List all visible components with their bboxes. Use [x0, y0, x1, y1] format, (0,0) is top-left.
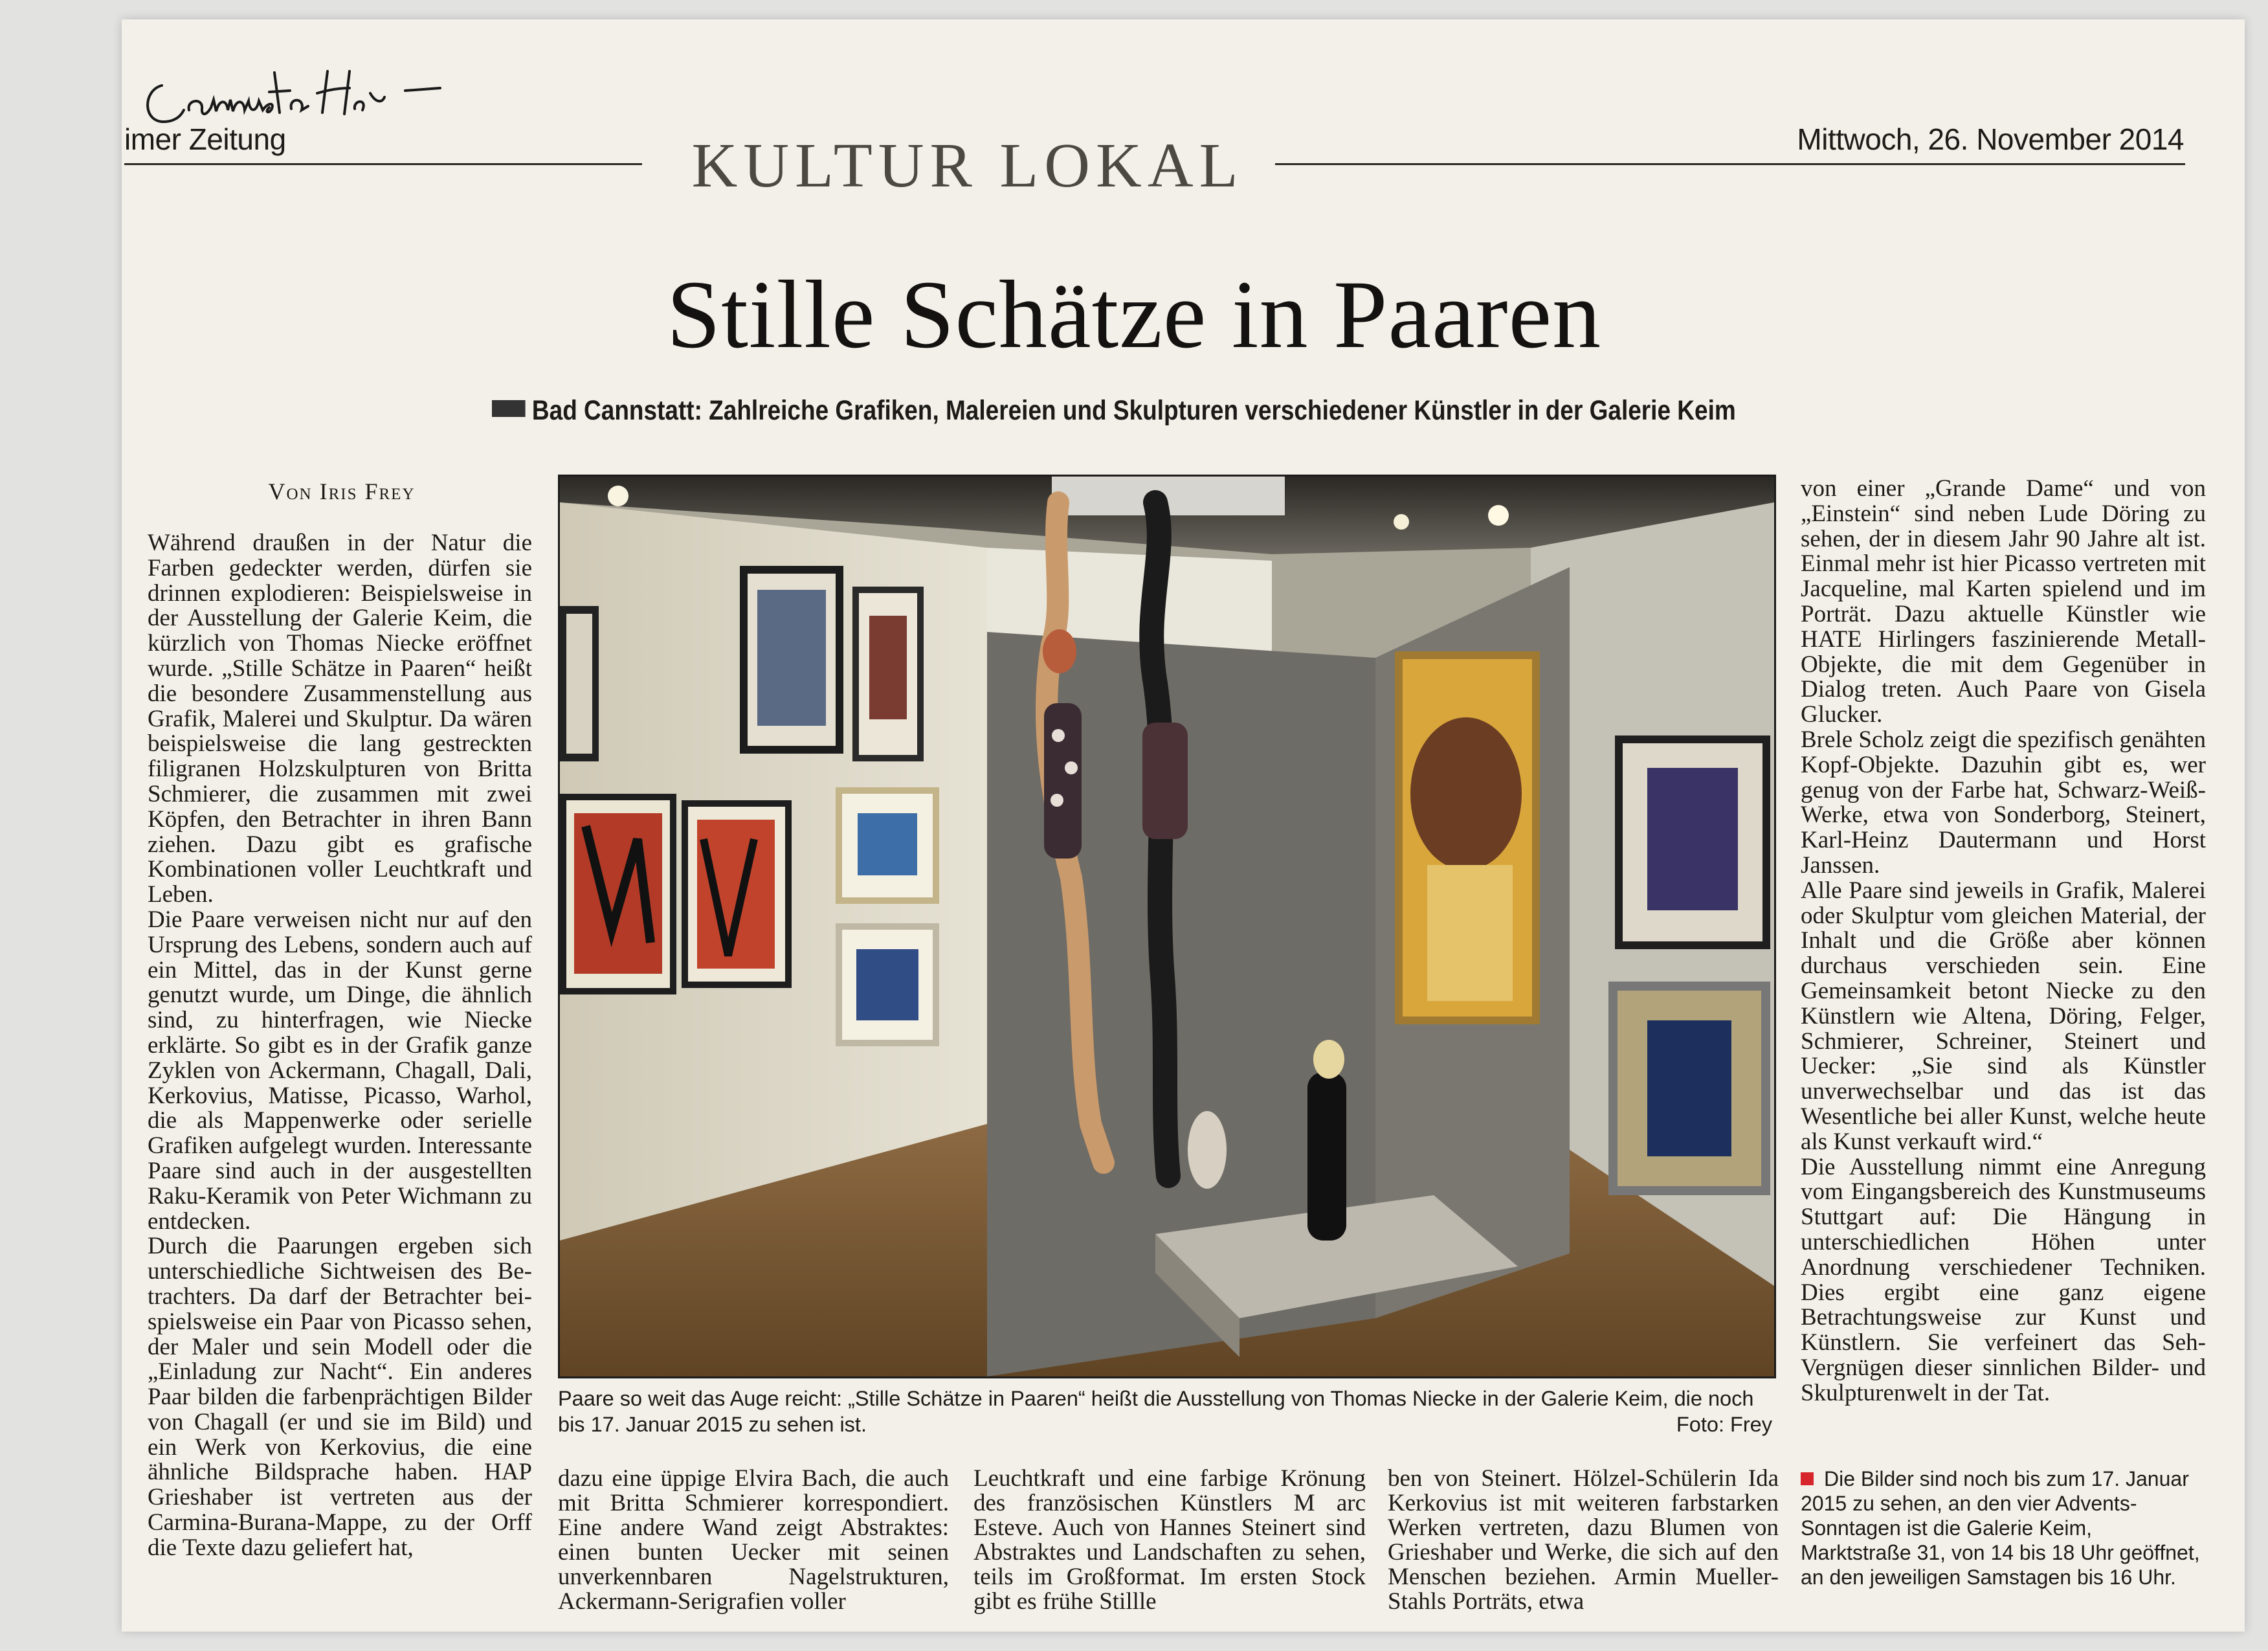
paragraph: von einer „Grande Dame“ und von „Einstein“ sind neben Lude Döring zu sehen, der in diesem Jahr 90 Jahre alt ist. Einmal mehr ist hier Picasso vertreten mit Jacqueline, mal Karten spielend und im Porträt. Dazu aktuelle Künstler wie HATE Hirlingers faszinierende Metall-Objekte, die mit dem Gegenüber in Dialog treten. Auch Paare von Gisela Glucker.: [1801, 475, 2206, 728]
article-column-4: [1388, 1466, 1779, 1614]
article-headline: Stille Schätze in Paaren: [666, 261, 1602, 368]
newspaper-name: imer Zeitung: [124, 122, 286, 156]
section-title: KULTUR LOKAL: [691, 131, 1244, 201]
issue-date: Mittwoch, 26. November 2014: [1797, 122, 2184, 156]
article-column-right: [1801, 477, 2206, 1406]
paragraph: Leuchtkraft und eine farbige Krönung des französischen Künstlers M arc Esteve. Auch von Hannes Steinert sind Abstraktes und Landschaften zu sehen, teils im Großformat. Im ersten Stock gibt es frühe Stillle: [973, 1465, 1366, 1615]
author-byline: Von Iris Frey: [268, 478, 416, 504]
info-text: Die Bilder sind noch bis zum 17. Januar 2015 zu sehen, an den vier Advents-Sonntagen ist die Galerie Keim, Marktstraße 31, von 14 bis 18 Uhr geöffnet, an den jeweiligen Samstagen bis 16 Uhr.: [1801, 1467, 2200, 1589]
paragraph: Durch die Paarungen ergeben sich unterschiedliche Sichtweisen des Betrachters. Da darf der Betrachter beispielsweise ein Paar von Picasso sehen, der Maler und sein Modell oder die „Einladung zur Nacht“. Ein anderes Paar bilden die farbenprächtigen Bilder von Chagall (er und sie im Bild) und ein Werk von Kerkovius, die eine ähnliche Bildsprache haben. HAP Grieshaber ist vertreten aus der Carmina-Burana-Mappe, zu der Orff die Texte dazu geliefert hat,: [148, 1233, 532, 1561]
subheadline-text: Bad Cannstatt: Zahlreiche Grafiken, Malereien und Skulpturen verschiedener Künstler in der Galerie Keim: [531, 395, 1736, 426]
caption-text: Paare so weit das Auge reicht: „Stille Schätze in Paaren“ heißt die Ausstellung von Thomas Niecke in der Galerie Keim, die noch bis 17. Januar 2015 zu sehen ist.: [558, 1387, 1754, 1436]
byline: [148, 478, 536, 505]
paragraph: Während draußen in der Natur die Farben gedeckter werden, dürfen sie drinnen explodieren: Beispielsweise in der Ausstellung der Galerie Keim, die kürzlich von Thomas Niecke eröffnet wurde. „Stille Schätze in Paaren“ heißt die besondere Zusammenstellung aus Grafik, Malerei und Skulptur. Da wären beispielsweise die lang gestreckten filigranen Holzskulpturen von Britta Schmierer, die zusammen mit zwei Köpfen, den Betrachter in ihren Bann ziehen. Dazu gibt es grafische Kombinationen voller Leuchtkraft und Leben.: [148, 530, 532, 908]
paragraph: Alle Paare sind jeweils in Grafik, Malerei oder Skulptur vom gleichen Material, der Inhalt und die Größe aber können durchaus verschieden sein. Eine Gemeinsamkeit betont Niecke zu den Künstlern wie Altena, Döring, Felger, Schmierer, Schreiner, Steinert und Uecker: „Sie sind als Künstler unverwechselbar und das ist das Wesentliche bei aller Kunst, welche heute als Kunst verkauft wird.“: [1801, 877, 2206, 1155]
header-rule-left: [124, 163, 642, 165]
paragraph: Brele Scholz zeigt die spezifisch genähten Kopf-Objekte. Dazuhin gibt es, wer genug von der Farbe hat, Schwarz-Weiß-Werke, etwa von Sonderborg, Steinert, Karl-Heinz Dautermann und Horst Janssen.: [1801, 726, 2206, 879]
paragraph: dazu eine üppige Elvira Bach, die auch mit Britta Schmierer korrespondiert. Eine andere Wand zeigt Abstraktes: einen bunten Uecker mit seinen unverkennbaren Nagelstrukturen, Ackermann-Serigrafien voller: [558, 1465, 949, 1615]
info-marker-icon: [1801, 1472, 1814, 1485]
info-box: [1801, 1466, 2206, 1589]
paragraph: ben von Steinert. Hölzel-Schülerin Ida Kerkovius ist mit weiteren farbstarken Werken vertreten, dazu Blumen von Grieshaber und Werke, die sich auf den Menschen beziehen. Armin Mueller-Stahls Porträts, etwa: [1388, 1465, 1779, 1615]
subhead-marker-icon: [492, 400, 526, 417]
article-photo: [558, 475, 1776, 1378]
article-column-2: [558, 1466, 949, 1614]
article-subheadline: [492, 395, 1736, 427]
photo-credit: Foto: Frey: [1676, 1413, 1772, 1436]
photo-caption: [558, 1386, 1772, 1437]
article-column-3: [973, 1466, 1366, 1614]
paragraph: Die Ausstellung nimmt eine Anregung vom Eingangsbereich des Kunstmuseums Stuttgart auf: Die Hängung in unterschiedlichen Höhen unter Anordnung verschiedener Techniken. Dies ergibt eine ganz eigene Betrachtungsweise zur Kunst und Künstlern. Sie verfeinert das Seh-Vergnügen dieser sinnlichen Bilder- und Skulpturenwelt in der Tat.: [1801, 1153, 2206, 1406]
paragraph: Die Paare verweisen nicht nur auf den Ursprung des Lebens, sondern auch auf ein Mittel, das in der Kunst gerne genutzt wurde, um Dinge, die ähnlich sind, zu hinterfragen, wie Niecke erklärte. So gibt es in der Grafik ganze Zyklen von Ackermann, Chagall, Dali, Kerkovius, Matisse, Picasso, Warhol, die als Mappenwerke oder serielle Grafiken aufgelegt wurden. Interessante Paare sind auch in der ausgestellten Raku-Keramik von Peter Wichmann zu entdecken.: [148, 906, 532, 1235]
article-column-1: [148, 531, 532, 1561]
header-rule-right: [1275, 163, 2185, 165]
